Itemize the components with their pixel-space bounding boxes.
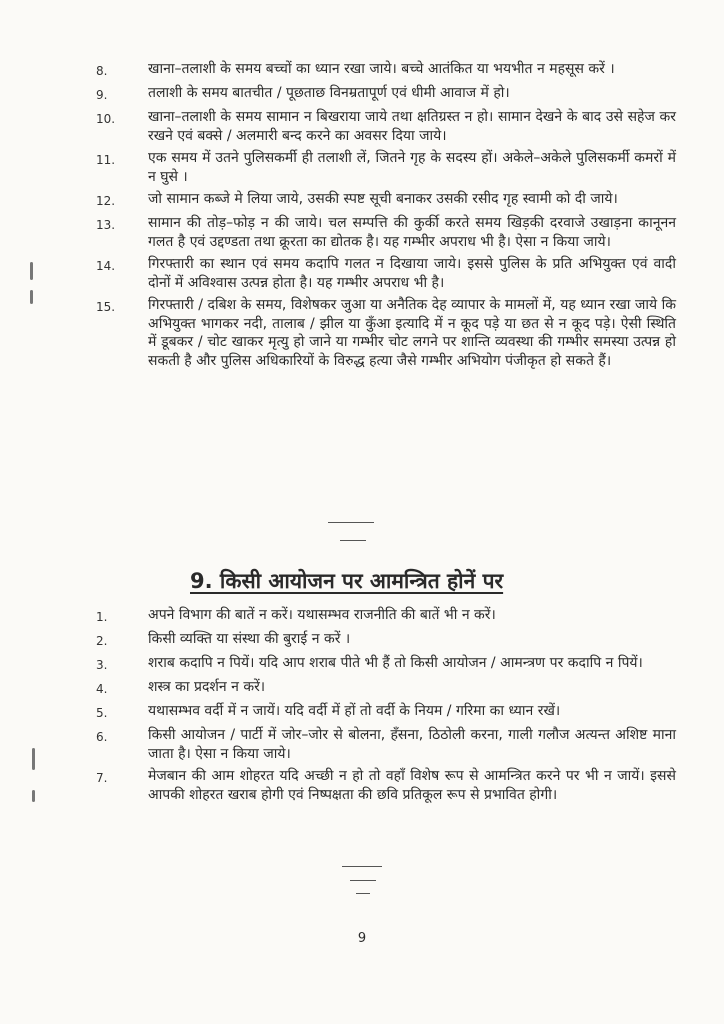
item-number: 9. — [96, 88, 108, 102]
scan-mark — [30, 262, 33, 280]
item-text: यथासम्भव वर्दी में न जायें। यदि वर्दी में हों तो वर्दी के नियम / गरिमा का ध्यान रखें। — [148, 703, 561, 719]
item-text: खाना–तलाशी के समय बच्चों का ध्यान रखा जाये। बच्चे आतंकित या भयभीत न महसूस करें । — [148, 61, 615, 77]
list-item — [96, 630, 676, 650]
item-number: 11. — [96, 153, 116, 167]
scan-mark — [32, 748, 35, 770]
item-number: 13. — [96, 218, 116, 232]
section-divider — [328, 522, 374, 523]
item-number: 2. — [96, 634, 108, 648]
item-text: जो सामान कब्जे मे लिया जाये, उसकी स्पष्ट सूची बनाकर उसकी रसीद गृह स्वामी को दी जाये। — [148, 191, 618, 207]
list-item — [96, 108, 676, 145]
section-divider — [356, 893, 370, 894]
list-item — [96, 654, 676, 674]
item-text: खाना–तलाशी के समय सामान न बिखराया जाये तथा क्षतिग्रस्त न हो। सामान देखने के बाद उसे सहेज कर रखने एवं बक्से / अलमारी बन्द करने का अवसर दिया जाये। — [148, 109, 676, 144]
item-text: तलाशी के समय बातचीत / पूछताछ विनम्रतापूर्ण एवं धीमी आवाज में हो। — [148, 85, 510, 101]
list-item — [96, 702, 676, 722]
item-text: गिरफ्तारी का स्थान एवं समय कदापि गलत न दिखाया जाये। इससे पुलिस के प्रति अभियुक्त एवं वादी दोनों में अविश्वास उत्पन्न होता है। यह गम्भीर अपराध भी है। — [148, 256, 676, 291]
item-number: 8. — [96, 64, 108, 78]
list-item — [96, 84, 676, 104]
item-number: 15. — [96, 300, 116, 314]
list-item — [96, 606, 676, 626]
guideline-list-invitation — [96, 606, 676, 808]
item-number: 12. — [96, 194, 116, 208]
list-item — [96, 214, 676, 251]
section-divider — [340, 540, 366, 541]
scan-mark — [32, 790, 35, 802]
item-number: 1. — [96, 610, 108, 624]
item-text: किसी आयोजन / पार्टी में जोर–जोर से बोलना, हँसना, ठिठोली करना, गाली गलौज अत्यन्त अशिष्ट माना जाता है। ऐसा न किया जाये। — [148, 727, 676, 762]
list-item — [96, 767, 676, 804]
scan-mark — [30, 290, 33, 304]
list-item — [96, 190, 676, 210]
section-heading: 9. किसी आयोजन पर आमन्त्रित होनें पर — [190, 569, 504, 593]
item-text: सामान की तोड़–फोड़ न की जाये। चल सम्पत्ति की कुर्की करते समय खिड़की दरवाजे उखाड़ना कानूनन गलत है एवं उद्दण्डता तथा क्रूरता का द्योतक है। यह गम्भीर अपराध भी है। ऐसा न किया जाये। — [148, 215, 676, 250]
list-item — [96, 149, 676, 186]
guideline-list-search — [96, 60, 676, 374]
item-number: 7. — [96, 771, 108, 785]
item-text: शराब कदापि न पियें। यदि आप शराब पीते भी हैं तो किसी आयोजन / आमन्त्रण पर कदापि न पियें। — [148, 655, 643, 671]
item-text: किसी व्यक्ति या संस्था की बुराई न करें । — [148, 631, 351, 647]
item-number: 3. — [96, 658, 108, 672]
page-number: 9 — [357, 931, 367, 946]
item-number: 5. — [96, 706, 108, 720]
item-text: गिरफ्तारी / दबिश के समय, विशेषकर जुआ या अनैतिक देह व्यापार के मामलों में, यह ध्यान रखा जाये कि अभियुक्त भागकर नदी, तालाब / झील या कुँआ इत्यादि में न कूद पड़े या छत से न कूद पड़े। ऐसी स्थिति में डूबकर / चोट खाकर मृत्यु हो जाने या गम्भीर चोट लगने पर शान्ति व्यवस्था की गम्भीर समस्या उत्पन्न हो सकती है और पुलिस अधिकारियों के विरुद्ध हत्या जैसे गम्भीर अभियोग पंजीकृत हो सकते हैं। — [148, 297, 676, 369]
section-divider — [342, 866, 382, 867]
item-number: 6. — [96, 730, 108, 744]
list-item — [96, 726, 676, 763]
item-number: 14. — [96, 259, 116, 273]
list-item — [96, 296, 676, 370]
item-text: शस्त्र का प्रदर्शन न करें। — [148, 679, 266, 695]
item-number: 4. — [96, 682, 108, 696]
item-text: एक समय में उतने पुलिसकर्मी ही तलाशी लें, जितने गृह के सदस्य हों। अकेले–अकेले पुलिसकर्मी कमरों में न घुसे । — [148, 150, 676, 185]
list-item — [96, 60, 676, 80]
item-text: मेजबान की आम शोहरत यदि अच्छी न हो तो वहाँ विशेष रूप से आमन्त्रित करने पर भी न जायें। इससे आपकी शोहरत खराब होगी एवं निष्पक्षता की छवि प्रतिकूल रूप से प्रभावित होगी। — [148, 768, 676, 803]
item-number: 10. — [96, 112, 116, 126]
section-divider — [350, 880, 376, 881]
list-item — [96, 255, 676, 292]
list-item — [96, 678, 676, 698]
item-text: अपने विभाग की बातें न करें। यथासम्भव राजनीति की बातें भी न करें। — [148, 607, 496, 623]
